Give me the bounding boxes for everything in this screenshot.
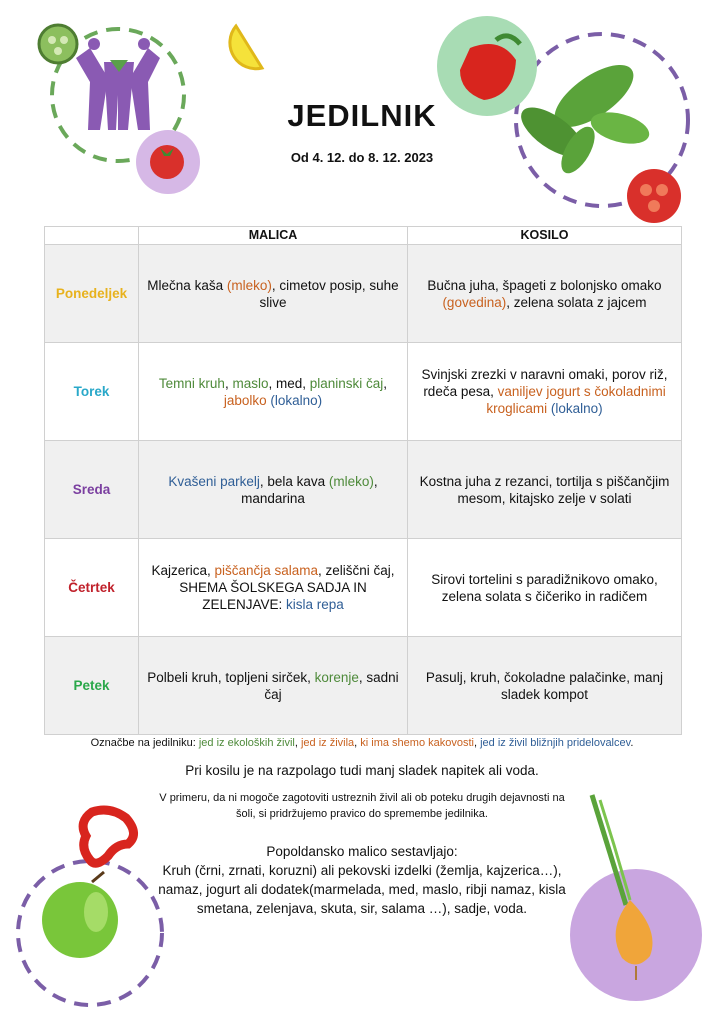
day-cell: Sreda xyxy=(45,441,139,539)
text-segment: jed iz ekoloških živil xyxy=(198,737,295,749)
text-segment: piščančja salama xyxy=(214,563,319,578)
column-header xyxy=(45,227,139,245)
text-segment: Pasulj, kruh, čokoladne palačinke, manj sladek kompot xyxy=(425,669,664,702)
table-row xyxy=(45,343,682,441)
text-segment: , bela kava xyxy=(259,473,329,489)
apple-icon xyxy=(18,810,162,1005)
onion-icon xyxy=(570,795,702,1001)
text-segment: jabolko xyxy=(223,392,267,408)
text-segment: (mleko) xyxy=(226,277,272,293)
day-cell: Petek xyxy=(45,637,139,735)
snack-title: Popoldansko malico sestavljajo: xyxy=(266,844,458,859)
tomato-slice-icon xyxy=(627,169,681,223)
text-segment: , xyxy=(354,737,361,749)
kosilo-cell xyxy=(408,441,682,539)
text-segment: , zeliščni čaj, SHEMA ŠOLSKEGA SADJA IN ZELENJAVE: xyxy=(179,563,395,612)
text-segment: Oznаčbe na jedilniku: xyxy=(90,737,199,749)
text-segment: Bučna juha, špageti z bolonjsko omako xyxy=(427,277,662,293)
day-cell: Ponedeljek xyxy=(45,245,139,343)
snack-text: Kruh (črni, zrnati, koruzni) ali pekovski izdelki (žemlja, kajzerica…), namaz, jogurt ali dodatek(marmelada, med, maslo, ribji namaz, kisla smetana, zelenjava, skuta, sir, salama …), sadje, voda. xyxy=(158,863,566,916)
snack-note xyxy=(150,842,574,918)
text-segment: (lokalno) xyxy=(550,401,603,416)
cucumber-icon xyxy=(39,25,77,63)
text-segment: Polbeli kruh, topljeni sirček, xyxy=(147,669,315,685)
text-segment: , xyxy=(473,737,481,749)
kosilo-cell xyxy=(408,245,682,343)
date-range: Od 4. 12. do 8. 12. 2023 xyxy=(290,150,434,165)
text-segment: Kvašeni parkelj xyxy=(168,473,260,489)
malica-cell xyxy=(139,637,408,735)
malica-cell xyxy=(139,441,408,539)
kosilo-cell xyxy=(408,637,682,735)
text-segment: korenje xyxy=(314,669,359,685)
change-note: V primeru, da ni mogoče zagotoviti ustreznih živil ali ob poteku drugih dejavnosti na šoli, si pridržujemo pravico do spremembe jedilnika. xyxy=(159,792,565,820)
kosilo-cell xyxy=(408,343,682,441)
text-segment: , sadni čaj xyxy=(264,669,399,702)
table-header-row xyxy=(45,227,682,245)
text-segment: , xyxy=(294,737,301,749)
text-segment: Sirovi tortelini s paradižnikovo omako, zelena solata s čičeriko in radičem xyxy=(431,571,658,604)
text-segment: Svinjski zrezki v naravni omaki, porov riž, rdeča pesa, xyxy=(421,367,668,399)
text-segment: , cimetov posip, suhe slive xyxy=(259,277,399,310)
text-segment: vaniljev jogurt s čokoladnimi kroglicami xyxy=(486,384,666,416)
text-segment: . xyxy=(630,737,634,749)
page-title: JEDILNIK xyxy=(287,98,437,133)
text-segment: (govedina) xyxy=(442,294,507,310)
malica-cell xyxy=(139,539,408,637)
lemon-icon xyxy=(230,26,262,69)
text-segment: , xyxy=(383,375,388,391)
text-segment: ki ima shemo kakovosti xyxy=(360,737,474,749)
text-segment: Kostna juha z rezanci, tortilja s piščančjim mesom, kitajsko zelje v solati xyxy=(419,473,670,506)
table-row xyxy=(45,441,682,539)
malica-cell xyxy=(139,343,408,441)
menu-table xyxy=(44,226,682,735)
column-header-kosilo: KOSILO xyxy=(408,227,682,245)
text-segment: maslo xyxy=(232,375,269,391)
text-segment: (lokalno) xyxy=(270,392,323,408)
text-segment: , med, xyxy=(268,375,310,391)
text-segment: planinski čaj xyxy=(309,375,384,391)
table-row xyxy=(45,245,682,343)
text-segment: jed iz živila xyxy=(300,737,355,749)
text-segment: (mleko) xyxy=(328,473,374,489)
column-header-malica: MALICA xyxy=(139,227,408,245)
text-segment: , zelena solata z jajcem xyxy=(506,294,647,310)
text-segment: , mandarina xyxy=(241,473,378,506)
text-segment: , xyxy=(224,375,233,391)
text-segment: Kajzerica, xyxy=(151,563,215,578)
legend xyxy=(0,737,724,749)
text-segment: Temni kruh xyxy=(158,375,225,391)
text-segment: Mlečna kaša xyxy=(147,277,227,293)
day-cell: Četrtek xyxy=(45,539,139,637)
text-segment: kisla repa xyxy=(286,597,344,612)
drink-note: Pri kosilu je na razpolago tudi manj sladek napitek ali voda. xyxy=(185,763,539,778)
table-row xyxy=(45,539,682,637)
kosilo-cell xyxy=(408,539,682,637)
table-row xyxy=(45,637,682,735)
day-cell: Torek xyxy=(45,343,139,441)
text-segment: jed iz živil bližnjih pridelovalcev xyxy=(480,737,631,749)
malica-cell xyxy=(139,245,408,343)
